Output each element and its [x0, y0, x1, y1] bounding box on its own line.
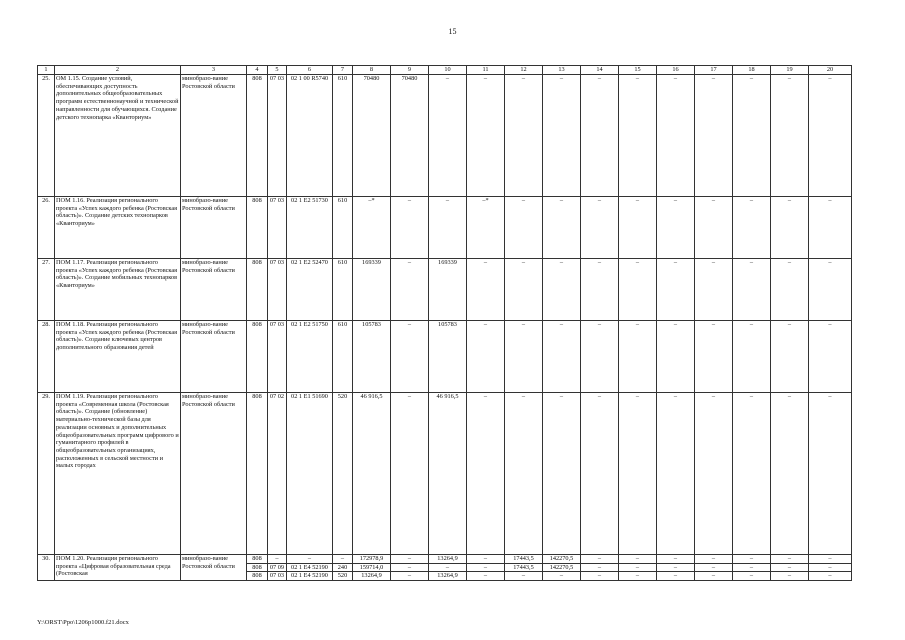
sub-row-value: 808 — [247, 571, 267, 580]
table-row — [38, 321, 852, 393]
executor: минобразо-вание Ростовской области — [181, 259, 247, 321]
value-cell: – — [733, 321, 771, 393]
value-cell — [543, 555, 581, 581]
column-number-11: 11 — [467, 66, 505, 75]
value-cell: – — [809, 197, 852, 259]
sub-row-value: – — [733, 563, 770, 572]
column-number-9: 9 — [391, 66, 429, 75]
value-cell: – — [657, 259, 695, 321]
value-cell — [809, 555, 852, 581]
sub-row-value: – — [771, 563, 808, 572]
column-number-17: 17 — [695, 66, 733, 75]
value-cell: – — [619, 393, 657, 555]
sub-row-value: 13264,9 — [353, 571, 390, 580]
column-number-20: 20 — [809, 66, 852, 75]
sub-row-value: – — [467, 571, 504, 580]
code-grbs — [247, 555, 268, 581]
value-cell: – — [543, 321, 581, 393]
value-cell: – — [467, 321, 505, 393]
column-number-10: 10 — [429, 66, 467, 75]
code-expense-type — [333, 555, 353, 581]
sub-row-value: – — [809, 563, 851, 572]
value-cell: – — [771, 259, 809, 321]
footer-file-path: Y:\ORST\Ppo\1206p1000.f21.docx — [37, 619, 129, 626]
column-number-1: 1 — [38, 66, 55, 75]
sub-row-value: 808 — [252, 555, 262, 562]
value-cell: – — [809, 75, 852, 197]
sub-row-value: – — [695, 563, 732, 572]
value-cell: – — [695, 393, 733, 555]
value-cell: – — [429, 197, 467, 259]
code-target: 02 1 E2 52470 — [287, 259, 333, 321]
value-cell: 70480 — [353, 75, 391, 197]
measure-name: ПОМ 1.16. Реализация регионального проекта «Успех каждого ребенка (Ростовская область)». Создание детских технопарков «Кванториум» — [55, 197, 181, 259]
value-cell: – — [733, 259, 771, 321]
header-row — [38, 66, 852, 75]
code-target: 02 1 E2 51730 — [287, 197, 333, 259]
sub-row-value: 02 1 E4 52190 — [287, 571, 332, 580]
code-expense-type: 610 — [333, 321, 353, 393]
executor: минобразо-вание Ростовской области — [181, 321, 247, 393]
sub-row-value: – — [809, 571, 851, 580]
executor: минобразо-вание Ростовской области — [181, 75, 247, 197]
value-cell: – — [619, 197, 657, 259]
sub-row-value: 142270,5 — [549, 555, 574, 562]
code-grbs: 808 — [247, 197, 268, 259]
sub-row-value: 17443,5 — [505, 563, 542, 572]
value-cell: – — [505, 259, 543, 321]
executor: минобразо-вание Ростовской области — [181, 393, 247, 555]
sub-row-value: – — [391, 563, 428, 572]
code-target: 02 1 E2 51750 — [287, 321, 333, 393]
value-cell: – — [467, 75, 505, 197]
code-target: 02 1 00 R5740 — [287, 75, 333, 197]
value-cell: – — [467, 393, 505, 555]
measure-name: ПОМ 1.17. Реализация регионального проекта «Успех каждого ребенка (Ростовская область)». Создание мобильных технопарков «Кванториум» — [55, 259, 181, 321]
measure-name: ПОМ 1.20. Реализация регионального проекта «Цифровая образовательная среда (Ростовская — [55, 555, 181, 581]
code-target: 02 1 E1 51690 — [287, 393, 333, 555]
value-cell — [505, 555, 543, 581]
code-grbs: 808 — [247, 393, 268, 555]
value-cell: – — [733, 197, 771, 259]
value-cell: – — [657, 197, 695, 259]
value-cell: – — [581, 75, 619, 197]
code-expense-type: 610 — [333, 197, 353, 259]
value-cell: 169339 — [429, 259, 467, 321]
value-cell: – — [505, 75, 543, 197]
value-cell: – — [581, 259, 619, 321]
value-cell: – — [429, 75, 467, 197]
sub-row-value: – — [657, 563, 694, 572]
sub-row-value: – — [467, 563, 504, 572]
value-cell: – — [657, 321, 695, 393]
value-cell: – — [505, 197, 543, 259]
value-cell: – — [809, 393, 852, 555]
code-section: 07 03 — [268, 321, 287, 393]
sub-row-value: – — [711, 555, 716, 562]
column-number-12: 12 — [505, 66, 543, 75]
sub-row-value: – — [673, 555, 678, 562]
table-row — [38, 197, 852, 259]
value-cell: – — [505, 321, 543, 393]
value-cell: – — [581, 321, 619, 393]
value-cell: 169339 — [353, 259, 391, 321]
value-cell: – — [391, 393, 429, 555]
table-row — [38, 555, 852, 581]
value-cell: – — [657, 75, 695, 197]
row-number: 25. — [38, 75, 55, 197]
sub-row-value: 520 — [333, 571, 352, 580]
table-row — [38, 75, 852, 197]
sub-row-value: – — [828, 555, 832, 562]
value-cell: –* — [467, 197, 505, 259]
value-cell — [733, 555, 771, 581]
sub-row-value: – — [597, 555, 602, 562]
value-cell: – — [809, 321, 852, 393]
value-cell: – — [391, 259, 429, 321]
sub-row-value: – — [543, 571, 580, 580]
sub-row-value: – — [391, 571, 428, 580]
value-cell: – — [771, 75, 809, 197]
code-grbs: 808 — [247, 75, 268, 197]
value-cell — [695, 555, 733, 581]
value-cell: – — [543, 393, 581, 555]
value-cell: – — [733, 75, 771, 197]
column-number-18: 18 — [733, 66, 771, 75]
column-number-13: 13 — [543, 66, 581, 75]
value-cell: – — [581, 197, 619, 259]
value-cell: 46 916,5 — [429, 393, 467, 555]
code-section — [268, 555, 287, 581]
sub-row-value: – — [307, 555, 312, 562]
value-cell: – — [771, 393, 809, 555]
sub-row-value: – — [771, 571, 808, 580]
column-number-4: 4 — [247, 66, 268, 75]
value-cell — [581, 555, 619, 581]
column-number-15: 15 — [619, 66, 657, 75]
column-number-16: 16 — [657, 66, 695, 75]
value-cell: – — [543, 259, 581, 321]
value-cell: – — [505, 393, 543, 555]
measure-name: ПОМ 1.19. Реализация регионального проекта «Современная школа (Ростовская область)». Создание (обновление) материально-технической базы для реализации основных и дополнительных общеобразовательных программ цифрового и гуманитарного профилей в общеобразовательных организациях, расположенных в сельской местности и малых городах — [55, 393, 181, 555]
row-number: 26. — [38, 197, 55, 259]
value-cell: – — [619, 259, 657, 321]
row-number: 28. — [38, 321, 55, 393]
value-cell: – — [695, 321, 733, 393]
table-row — [38, 393, 852, 555]
column-number-7: 7 — [333, 66, 353, 75]
row-number: 30. — [38, 555, 55, 581]
code-expense-type: 610 — [333, 75, 353, 197]
column-number-5: 5 — [268, 66, 287, 75]
sub-row-value: – — [749, 555, 754, 562]
value-cell: – — [733, 393, 771, 555]
code-expense-type: 610 — [333, 259, 353, 321]
sub-row-value: 13264,9 — [437, 555, 458, 562]
value-cell — [657, 555, 695, 581]
value-cell: 105783 — [429, 321, 467, 393]
column-number-2: 2 — [55, 66, 181, 75]
sub-row-value: – — [429, 563, 466, 572]
sub-row-value: – — [581, 571, 618, 580]
value-cell — [771, 555, 809, 581]
value-cell: – — [619, 75, 657, 197]
value-cell: – — [543, 75, 581, 197]
value-cell: – — [695, 197, 733, 259]
sub-row-value: 17443,5 — [513, 555, 534, 562]
code-section: 07 02 — [268, 393, 287, 555]
code-expense-type: 520 — [333, 393, 353, 555]
value-cell: 70480 — [391, 75, 429, 197]
column-number-3: 3 — [181, 66, 247, 75]
sub-row-value: 159714,0 — [353, 563, 390, 572]
value-cell: – — [543, 197, 581, 259]
value-cell — [619, 555, 657, 581]
column-number-6: 6 — [287, 66, 333, 75]
executor: минобразо-вание Ростовской области — [181, 555, 247, 581]
sub-row-value: 13264,9 — [429, 571, 466, 580]
row-number: 29. — [38, 393, 55, 555]
column-number-14: 14 — [581, 66, 619, 75]
row-number: 27. — [38, 259, 55, 321]
value-cell: – — [771, 321, 809, 393]
value-cell: – — [657, 393, 695, 555]
sub-row-value: – — [483, 555, 488, 562]
value-cell: – — [619, 321, 657, 393]
value-cell: – — [467, 259, 505, 321]
value-cell: – — [771, 197, 809, 259]
sub-row-value: – — [787, 555, 792, 562]
sub-row-value: – — [619, 563, 656, 572]
sub-row-value: 02 1 E4 52190 — [287, 563, 332, 572]
executor: минобразо-вание Ростовской области — [181, 197, 247, 259]
column-number-8: 8 — [353, 66, 391, 75]
column-number-19: 19 — [771, 66, 809, 75]
value-cell: 105783 — [353, 321, 391, 393]
value-cell: – — [695, 259, 733, 321]
table-row — [38, 259, 852, 321]
sub-row-value: – — [657, 571, 694, 580]
sub-row-value: – — [619, 571, 656, 580]
code-grbs: 808 — [247, 259, 268, 321]
sub-row-value: 808 — [247, 563, 267, 572]
value-cell — [353, 555, 391, 581]
sub-row-value: – — [340, 555, 345, 562]
measure-name: ПОМ 1.18. Реализация регионального проекта «Успех каждого ребенка (Ростовская область)». Создание ключевых центров дополнительного образования детей — [55, 321, 181, 393]
code-section: 07 03 — [268, 259, 287, 321]
value-cell: – — [391, 321, 429, 393]
measure-name: ОМ 1.15. Создание условий, обеспечивающих доступность дополнительных общеобразовательных программ естественнонаучной и технической направленности для обучающихся. Создание детского технопарка «Кванториум» — [55, 75, 181, 197]
code-section: 07 03 — [268, 197, 287, 259]
code-target — [287, 555, 333, 581]
sub-row-value: 07 03 — [269, 572, 285, 580]
page-number: 15 — [448, 27, 457, 36]
budget-table — [37, 65, 852, 581]
value-cell: 46 916,5 — [353, 393, 391, 555]
code-grbs: 808 — [247, 321, 268, 393]
sub-row-value: 07 09 — [269, 563, 285, 571]
sub-row-value: – — [505, 571, 542, 580]
code-section: 07 03 — [268, 75, 287, 197]
sub-row-value: – — [407, 555, 412, 562]
sub-row-value: – — [581, 563, 618, 572]
value-cell: – — [809, 259, 852, 321]
sub-row-value: – — [275, 555, 279, 562]
sub-row-value: 240 — [333, 563, 352, 572]
value-cell — [391, 555, 429, 581]
value-cell: – — [695, 75, 733, 197]
value-cell — [429, 555, 467, 581]
sub-row-value: 172978,9 — [359, 555, 384, 562]
sub-row-value: – — [695, 571, 732, 580]
value-cell: – — [391, 197, 429, 259]
value-cell — [467, 555, 505, 581]
sub-row-value: – — [635, 555, 640, 562]
sub-row-value: 142270,5 — [543, 563, 580, 572]
value-cell: –* — [353, 197, 391, 259]
value-cell: – — [581, 393, 619, 555]
sub-row-value: – — [733, 571, 770, 580]
